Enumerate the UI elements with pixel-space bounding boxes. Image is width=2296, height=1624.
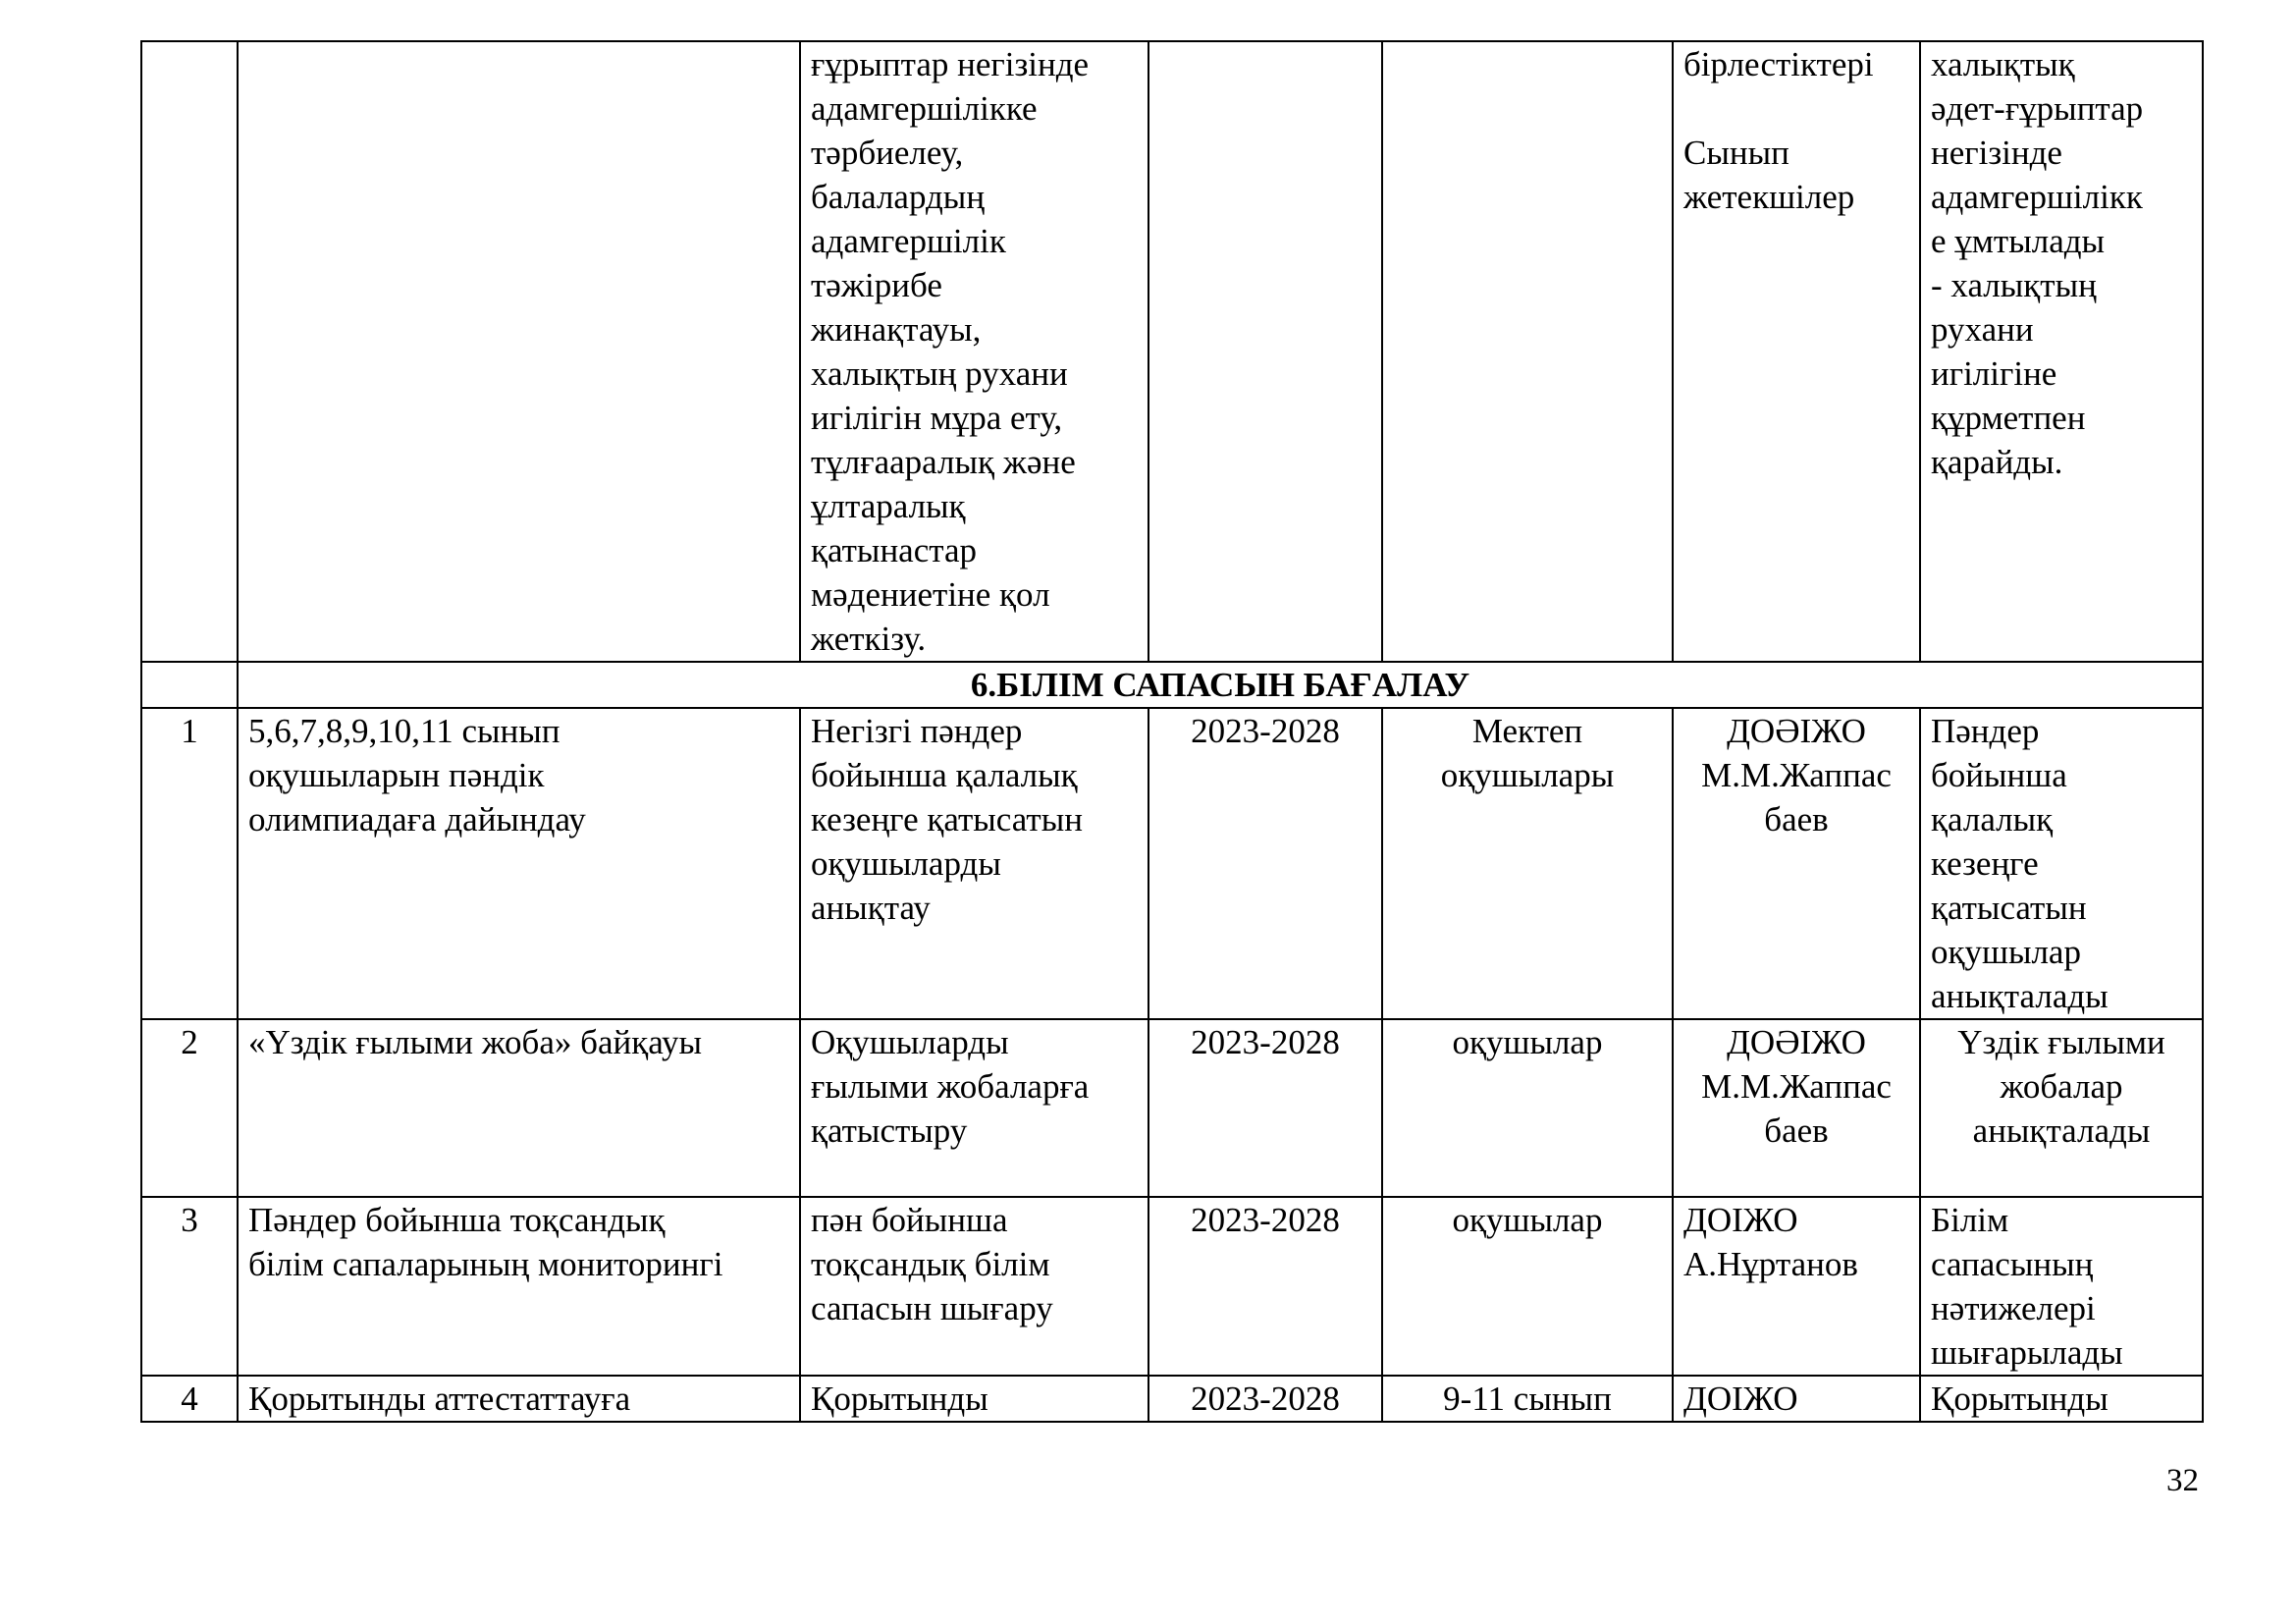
responsible-cell: бірлестіктері Сынып жетекшілер bbox=[1673, 41, 1920, 662]
table-row bbox=[141, 708, 2203, 1019]
responsible-cell: ДОІЖО bbox=[1673, 1376, 1920, 1422]
table-row bbox=[141, 1019, 2203, 1197]
goal-cell: ғұрыптар негізінде адамгершілікке тәрбиелеу, балалардың адамгершілік тәжірибе жинақтауы, халықтың рухани игілігін мұра ету, тұлғааралық және ұлтаралық қатынастар мәдениетіне қол жеткізу. bbox=[800, 41, 1148, 662]
row-number-cell: 2 bbox=[141, 1019, 238, 1197]
result-cell: Қорытынды bbox=[1920, 1376, 2203, 1422]
row-number-cell: 4 bbox=[141, 1376, 238, 1422]
goal-cell: Оқушыларды ғылыми жобаларға қатыстыру bbox=[800, 1019, 1148, 1197]
table-row bbox=[141, 1376, 2203, 1422]
section-header-row bbox=[141, 662, 2203, 708]
participants-cell: оқушылар bbox=[1382, 1197, 1673, 1376]
plan-table bbox=[140, 40, 2204, 1423]
goal-cell: Негізгі пәндер бойынша қалалық кезеңге қатысатын оқушыларды анықтау bbox=[800, 708, 1148, 1019]
activity-cell: Қорытынды аттестаттауға bbox=[238, 1376, 800, 1422]
activity-cell: «Үздік ғылыми жоба» байқауы bbox=[238, 1019, 800, 1197]
table-row bbox=[141, 1197, 2203, 1376]
period-cell bbox=[1148, 41, 1382, 662]
result-cell: Үздік ғылыми жобалар анықталады bbox=[1920, 1019, 2203, 1197]
row-number-cell bbox=[141, 41, 238, 662]
row-number-cell: 3 bbox=[141, 1197, 238, 1376]
period-cell: 2023-2028 bbox=[1148, 1019, 1382, 1197]
goal-cell: пән бойынша тоқсандық білім сапасын шығару bbox=[800, 1197, 1148, 1376]
page-number: 32 bbox=[2166, 1463, 2199, 1498]
result-cell: Білім сапасының нәтижелері шығарылады bbox=[1920, 1197, 2203, 1376]
section-title: 6.БІЛІМ САПАСЫН БАҒАЛАУ bbox=[238, 662, 2203, 708]
section-number-cell bbox=[141, 662, 238, 708]
participants-cell bbox=[1382, 41, 1673, 662]
goal-cell: Қорытынды bbox=[800, 1376, 1148, 1422]
participants-cell: Мектеп оқушылары bbox=[1382, 708, 1673, 1019]
table-row-continued bbox=[141, 41, 2203, 662]
period-cell: 2023-2028 bbox=[1148, 708, 1382, 1019]
responsible-cell: ДОӘІЖО М.М.Жаппас баев bbox=[1673, 708, 1920, 1019]
participants-cell: 9-11 сынып bbox=[1382, 1376, 1673, 1422]
result-cell: Пәндер бойынша қалалық кезеңге қатысатын оқушылар анықталады bbox=[1920, 708, 2203, 1019]
period-cell: 2023-2028 bbox=[1148, 1197, 1382, 1376]
period-cell: 2023-2028 bbox=[1148, 1376, 1382, 1422]
result-cell: халықтық әдет-ғұрыптар негізінде адамгершілікк е ұмтылады - халықтың рухани игілігіне құрметпен қарайды. bbox=[1920, 41, 2203, 662]
responsible-cell: ДОІЖО А.Нұртанов bbox=[1673, 1197, 1920, 1376]
row-number-cell: 1 bbox=[141, 708, 238, 1019]
responsible-cell: ДОӘІЖО М.М.Жаппас баев bbox=[1673, 1019, 1920, 1197]
activity-cell bbox=[238, 41, 800, 662]
participants-cell: оқушылар bbox=[1382, 1019, 1673, 1197]
activity-cell: Пәндер бойынша тоқсандық білім сапаларының мониторингі bbox=[238, 1197, 800, 1376]
activity-cell: 5,6,7,8,9,10,11 сынып оқушыларын пәндік олимпиадаға дайындау bbox=[238, 708, 800, 1019]
